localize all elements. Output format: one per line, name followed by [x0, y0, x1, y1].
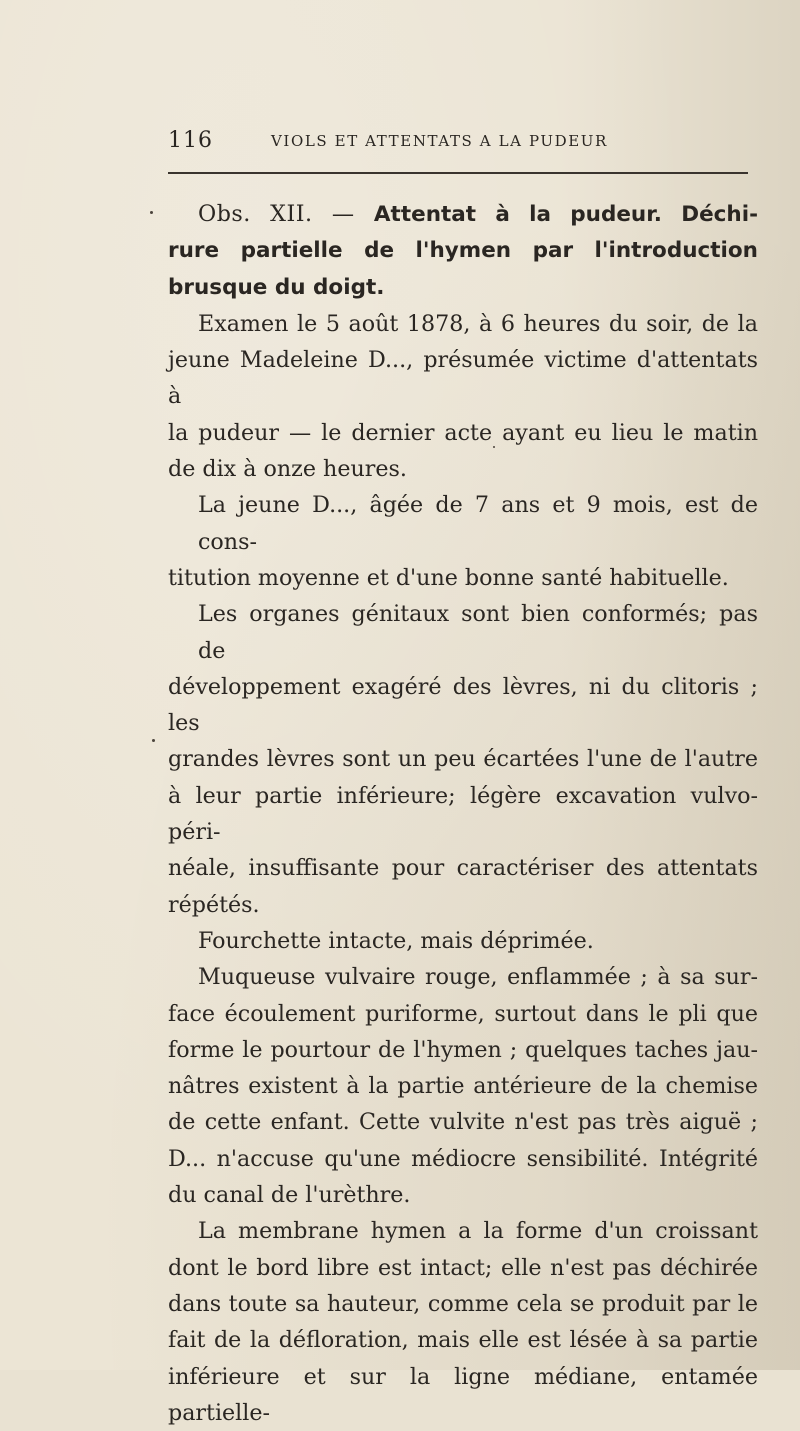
heading-line-1 — [168, 196, 758, 233]
text-line: face écoulement puriforme, surtout dans le pli que — [168, 996, 758, 1032]
text-line: de cette enfant. Cette vulvite n'est pas très aiguë ; — [168, 1104, 758, 1140]
text-line: Les organes génitaux sont bien conformés; pas de — [168, 596, 758, 669]
text-line: néale, insuffisante pour caractériser des attentats — [168, 850, 758, 886]
body-text — [168, 196, 758, 1431]
paper-speck — [493, 446, 495, 448]
text-line: La membrane hymen a la forme d'un croissant — [168, 1213, 758, 1249]
paper-speck — [152, 739, 155, 742]
text-line: D... n'accuse qu'une médiocre sensibilité. Intégrité — [168, 1141, 758, 1177]
text-line: inférieure et sur la ligne médiane, entamée partielle- — [168, 1359, 758, 1431]
text-line: dans toute sa hauteur, comme cela se produit par le — [168, 1286, 758, 1322]
text-line: jeune Madeleine D..., présumée victime d'attentats à — [168, 342, 758, 415]
paper-speck — [150, 211, 153, 214]
text-line: de dix à onze heures. — [168, 451, 758, 487]
observation-label: Obs. XII. — — [198, 201, 374, 227]
text-line: Examen le 5 août 1878, à 6 heures du soir, de la — [168, 306, 758, 342]
text-line: La jeune D..., âgée de 7 ans et 9 mois, est de cons- — [168, 487, 758, 560]
text-line: la pudeur — le dernier acte ayant eu lieu le matin — [168, 415, 758, 451]
text-line: fait de la défloration, mais elle est lésée à sa partie — [168, 1322, 758, 1358]
observation-title-part-1: Attentat à la pudeur. Déchi- — [374, 202, 758, 227]
running-title: VIOLS ET ATTENTATS A LA PUDEUR — [271, 132, 608, 150]
observation-title-part-3: brusque du doigt. — [168, 270, 758, 306]
observation-title-part-2: rure partielle de l'hymen par l'introduction — [168, 233, 758, 269]
text-line: dont le bord libre est intact; elle n'est pas déchirée — [168, 1250, 758, 1286]
text-line: Muqueuse vulvaire rouge, enflammée ; à sa sur- — [168, 959, 758, 995]
text-line: développement exagéré des lèvres, ni du clitoris ; les — [168, 669, 758, 742]
text-line: répétés. — [168, 887, 758, 923]
text-line: à leur partie inférieure; légère excavation vulvo-péri- — [168, 778, 758, 851]
header-rule — [168, 172, 748, 174]
text-line: forme le pourtour de l'hymen ; quelques taches jau- — [168, 1032, 758, 1068]
page-number: 116 — [168, 128, 213, 153]
text-line: nâtres existent à la partie antérieure de la chemise — [168, 1068, 758, 1104]
text-line: grandes lèvres sont un peu écartées l'une de l'autre — [168, 741, 758, 777]
text-line: titution moyenne et d'une bonne santé habituelle. — [168, 560, 758, 596]
page-header — [168, 128, 748, 162]
text-line: Fourchette intacte, mais déprimée. — [168, 923, 758, 959]
text-line: du canal de l'urèthre. — [168, 1177, 758, 1213]
